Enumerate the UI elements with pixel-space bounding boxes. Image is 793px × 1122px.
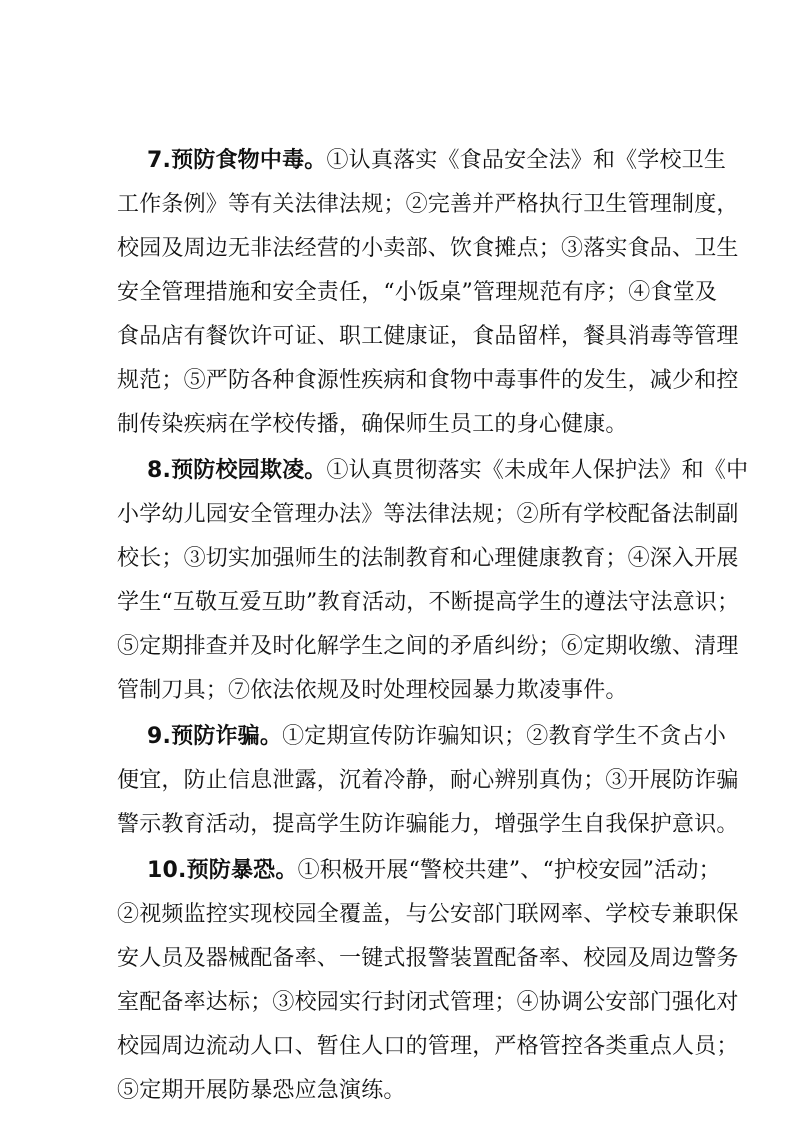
section-7-line-5: 食品店有餐饮许可证、职工健康证，食品留样，餐具消毒等管理 — [117, 324, 739, 349]
section-7-line-4: 安全管理措施和安全责任，“小饭桌”管理规范有序；④食堂及 — [117, 280, 718, 305]
section-10-line-5: 校园周边流动人口、暂住人口的管理，严格管控各类重点人员； — [117, 1034, 739, 1059]
section-10-heading: 10.预防暴恐。 — [147, 858, 298, 883]
section-8-line-4: 学生“互敬互爱互助”教育活动，不断提高学生的遵法守法意识； — [117, 590, 740, 615]
section-9-line-1 — [147, 716, 727, 758]
section-10-line-3: 安人员及器械配备率、一键式报警装置配备率、校园及周边警务 — [117, 946, 739, 971]
section-9-line-3: 警示教育活动，提高学生防诈骗能力，增强学生自我保护意识。 — [117, 812, 739, 837]
section-7-line-3: 校园及周边无非法经营的小卖部、饮食摊点；③落实食品、卫生 — [117, 236, 739, 261]
section-7-line-7: 制传染疾病在学校传播，确保师生员工的身心健康。 — [117, 412, 628, 437]
section-8-line-1 — [147, 450, 749, 492]
section-9-heading: 9.预防诈骗。 — [147, 724, 283, 749]
section-10-line-4: 室配备率达标；③校园实行封闭式管理；④协调公安部门强化对 — [117, 990, 739, 1015]
section-7-line-1 — [147, 140, 727, 182]
section-8-line-5: ⑤定期排查并及时化解学生之间的矛盾纠纷；⑥定期收缴、清理 — [117, 634, 739, 659]
section-9-line-2: 便宜，防止信息泄露，沉着冷静，耐心辨别真伪；③开展防诈骗 — [117, 768, 739, 793]
section-8-line-2: 小学幼儿园安全管理办法》等法律法规；②所有学校配备法制副 — [117, 502, 739, 527]
section-7-line-6: 规范；⑤严防各种食源性疾病和食物中毒事件的发生，减少和控 — [117, 368, 739, 393]
section-7-text: ①认真落实《食品安全法》和《学校卫生 — [326, 148, 727, 173]
section-7-heading: 7.预防食物中毒。 — [147, 148, 327, 173]
section-8-line-6: 管制刀具；⑦依法依规及时处理校园暴力欺凌事件。 — [117, 678, 628, 703]
section-9-text: ①定期宣传防诈骗知识；②教育学生不贪占小 — [282, 724, 727, 749]
section-8-heading: 8.预防校园欺凌。 — [147, 458, 327, 483]
section-8-line-3: 校长；③切实加强师生的法制教育和心理健康教育；④深入开展 — [117, 546, 739, 571]
section-10-line-2: ②视频监控实现校园全覆盖，与公安部门联网率、学校专兼职保 — [117, 902, 739, 927]
section-8-text: ①认真贯彻落实《未成年人保护法》和《中 — [326, 458, 749, 483]
section-10-line-6: ⑤定期开展防暴恐应急演练。 — [117, 1078, 406, 1103]
section-10-line-1 — [147, 850, 721, 892]
section-10-text: ①积极开展“警校共建”、“护校安园”活动； — [297, 858, 721, 883]
section-7-line-2: 工作条例》等有关法律法规；②完善并严格执行卫生管理制度， — [117, 192, 739, 217]
